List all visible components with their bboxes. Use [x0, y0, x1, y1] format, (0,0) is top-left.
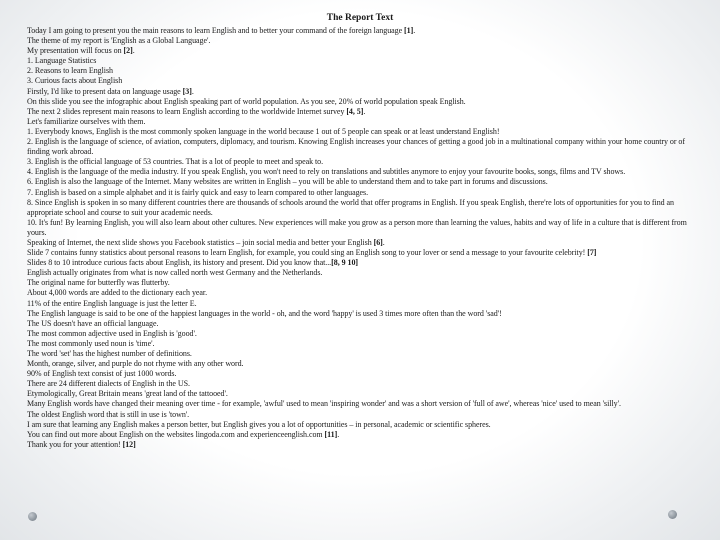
line-text: Many English words have changed their meaning over time - for example, 'awful' used to mean 'inspiring wonder' and was a short version of 'full of awe', whereas 'nice' used to mean 'silly'.: [27, 399, 621, 409]
line-text: Speaking of Internet, the next slide shows you Facebook statistics – join social media and better your English: [27, 237, 374, 247]
line-text: The oldest English word that is still in use is 'town'.: [27, 409, 190, 419]
line-text: The word 'set' has the highest number of definitions.: [27, 349, 192, 358]
text-line: [27, 299, 691, 309]
line-text: 7. English is based on a simple alphabet and it is fairly quick and easy to learn compared to other languages.: [27, 187, 369, 197]
text-line: [27, 379, 691, 389]
text-line: [27, 87, 691, 97]
line-text: You can find out more about English on the websites lingoda.com and experienceenglish.com: [27, 429, 325, 439]
line-text: Etymologically, Great Britain means 'great land of the tattooed'.: [27, 389, 228, 399]
line-text: 1. Everybody knows, English is the most commonly spoken language in the world because 1 out of 5 people can speak or at least understand English!: [27, 126, 500, 136]
text-line: [27, 36, 691, 46]
text-line: [27, 339, 691, 349]
text-line: [27, 399, 691, 409]
line-text: 8. Since English is spoken in so many different countries there are thousands of schools around the world that offer programs in English. If you speak English, there're lots of opportunities for you to find an appropriate school and course to suit your academic needs.: [27, 197, 675, 217]
text-line: [27, 440, 691, 450]
line-text: 11% of the entire English language is just the letter E.: [27, 298, 197, 308]
text-line: [27, 26, 691, 36]
citation-ref: [6]: [373, 237, 383, 247]
line-text: The theme of my report is 'English as a Global Language'.: [27, 36, 211, 46]
line-text: There are 24 different dialects of English in the US.: [27, 379, 190, 389]
text-line: [27, 157, 691, 167]
bullet-dot-decoration: [668, 510, 677, 519]
line-text: Thank you for your attention!: [27, 439, 123, 449]
line-text: 2. English is the language of science, of aviation, computers, diplomacy, and tourism. Knowing English increases your chances of getting a good job in a multinational company within your home country or of finding work abroad.: [27, 137, 685, 157]
slide-title: The Report Text: [326, 13, 394, 23]
text-line: [27, 66, 691, 76]
line-text: The US doesn't have an official language.: [27, 318, 159, 328]
bullet-dot-decoration: [28, 512, 37, 521]
line-text: Let's familiarize ourselves with them.: [27, 116, 146, 126]
text-line: [27, 248, 691, 258]
line-text: 1. Language Statistics: [27, 56, 97, 66]
line-text: 2. Reasons to learn English: [27, 66, 113, 76]
text-line: [27, 278, 691, 288]
line-text: 3. English is the official language of 53 countries. That is a lot of people to meet and speak to.: [27, 157, 324, 167]
citation-ref: [12]: [122, 439, 136, 449]
text-line: [27, 268, 691, 278]
line-text: 6. English is also the language of the Internet. Many websites are written in English – you will be able to understand them and to take part in forums and discussions.: [27, 177, 548, 187]
text-line: [27, 188, 691, 198]
text-line: [27, 430, 691, 440]
text-line: [27, 46, 691, 56]
line-text: The original name for butterfly was flutterby.: [27, 278, 170, 288]
line-text: 4. English is the language of the media industry. If you speak English, you won't need to rely on translations and subtitles anymore to enjoy your favourite books, songs, films and TV shows.: [27, 167, 626, 177]
line-tail: .: [382, 237, 385, 247]
citation-ref: [3]: [182, 86, 192, 96]
line-text: Month, orange, silver, and purple do not rhyme with any other word.: [27, 359, 244, 369]
text-line: [27, 167, 691, 177]
text-line: [27, 117, 691, 127]
text-line: [27, 389, 691, 399]
text-line: [27, 107, 691, 117]
text-line: [27, 309, 691, 319]
line-text: 3. Curious facts about English: [27, 76, 123, 86]
text-line: [27, 329, 691, 339]
line-text: Firstly, I'd like to present data on language usage: [27, 86, 183, 96]
text-line: [27, 410, 691, 420]
line-text: Today I am going to present you the main reasons to learn English and to better your command of the foreign language: [27, 26, 405, 35]
text-line: [27, 177, 691, 187]
line-text: About 4,000 words are added to the dictionary each year.: [27, 288, 208, 298]
line-text: English actually originates from what is now called north west Germany and the Netherlands.: [27, 268, 323, 278]
text-line: [27, 56, 691, 66]
citation-ref: [1]: [404, 26, 414, 35]
text-line: [27, 258, 691, 268]
text-line: [27, 238, 691, 248]
line-text: Slides 8 to 10 introduce curious facts about English, its history and present. Did you know that...: [27, 258, 332, 268]
line-text: I am sure that learning any English makes a person better, but English gives you a lot of opportunities – in personal, academic or scientific spheres.: [27, 419, 491, 429]
line-tail: .: [191, 86, 194, 96]
line-text: Slide 7 contains funny statistics about personal reasons to learn English, for example, you could sing an English song to your lover or send a message to your favourite celebrity!: [27, 248, 588, 258]
citation-ref: [11]: [324, 429, 338, 439]
text-line: [27, 420, 691, 430]
line-text: 10. It's fun! By learning English, you will also learn about other cultures. New experiences will make you grow as a person more than learning the values, habits and way of life in a culture that is different from yours.: [27, 217, 687, 237]
line-text: 90% of English text consist of just 1000 words.: [27, 369, 177, 379]
text-line: [27, 198, 691, 218]
line-text: The most common adjective used in English is 'good'.: [27, 328, 197, 338]
text-line: [27, 359, 691, 369]
line-text: My presentation will focus on: [27, 46, 124, 56]
line-text: The English language is said to be one of the happiest languages in the world - oh, and the word 'happy' is used 3 times more often than the word 'sad'!: [27, 308, 502, 318]
text-line: [27, 76, 691, 86]
text-line: [27, 288, 691, 298]
citation-ref: [2]: [123, 46, 133, 56]
line-tail: .: [363, 106, 366, 116]
text-line: [27, 127, 691, 137]
line-text: The most commonly used noun is 'time'.: [27, 338, 155, 348]
line-text: The next 2 slides represent main reasons to learn English according to the worldwide Internet survey: [27, 106, 347, 116]
text-line: [27, 218, 691, 238]
citation-ref: [4, 5]: [346, 106, 364, 116]
text-line: [27, 319, 691, 329]
text-line: [27, 137, 691, 157]
report-text: [27, 26, 691, 450]
line-tail: .: [413, 26, 416, 35]
line-tail: .: [337, 429, 340, 439]
text-line: [27, 97, 691, 107]
citation-ref: [8, 9 10]: [331, 258, 359, 268]
text-line: [27, 369, 691, 379]
line-text: On this slide you see the infographic about English speaking part of world population. As you see, 20% of world population speak English.: [27, 96, 466, 106]
text-line: [27, 349, 691, 359]
citation-ref: [7]: [587, 248, 597, 258]
line-tail: .: [132, 46, 135, 56]
